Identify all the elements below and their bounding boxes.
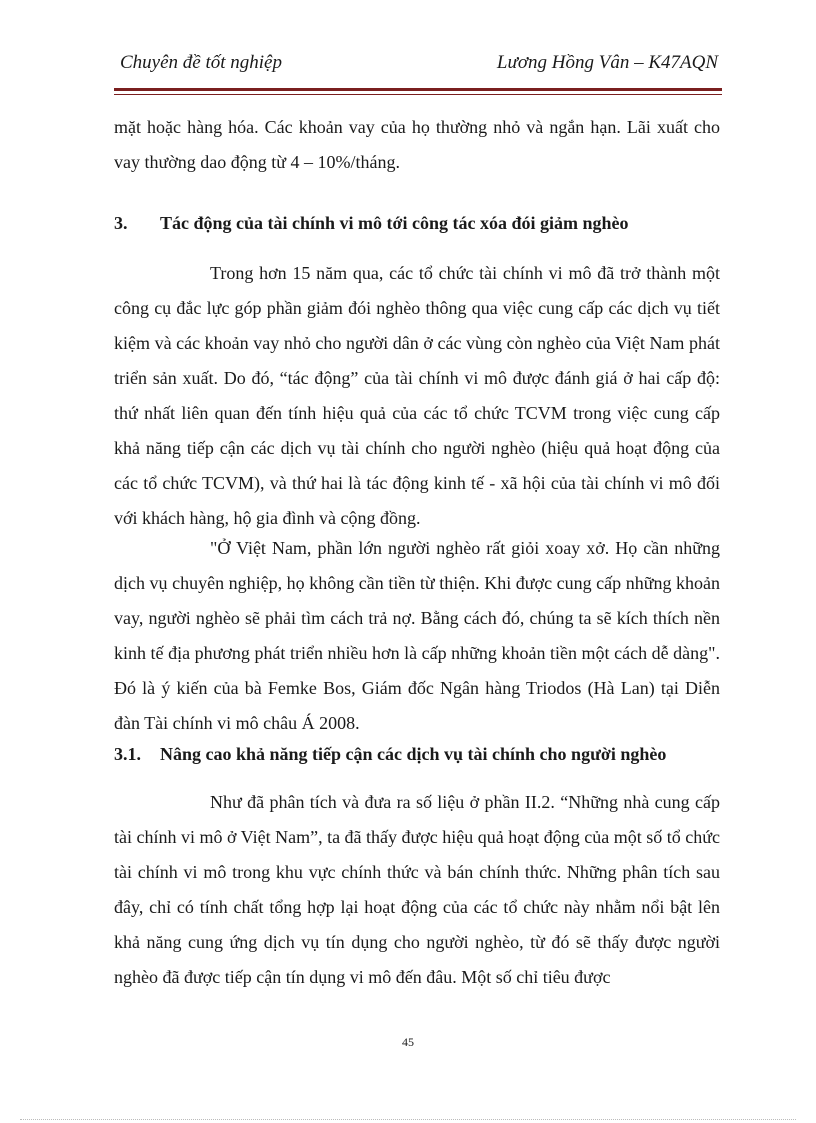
page-header bbox=[114, 50, 722, 80]
section-3-paragraph-2: "Ở Việt Nam, phần lớn người nghèo rất giỏi xoay xở. Họ cần những dịch vụ chuyên nghiệp, họ không cần tiền từ thiện. Khi được cung cấp những khoản vay, người nghèo sẽ phải tìm cách trả nợ. Bằng cách đó, chúng ta sẽ kích thích nền kinh tế địa phương phát triển nhiều hơn là cấp những khoản tiền một cách dễ dàng". Đó là ý kiến của bà Femke Bos, Giám đốc Ngân hàng Triodos (Hà Lan) tại Diễn đàn Tài chính vi mô châu Á 2008. bbox=[114, 538, 720, 733]
header-author: Lương Hồng Vân – K47AQN bbox=[496, 52, 718, 73]
page-bottom-border bbox=[20, 1119, 796, 1120]
header-rule-thick bbox=[114, 88, 722, 91]
section-3-1-title: Nâng cao khả năng tiếp cận các dịch vụ tài chính cho người nghèo bbox=[160, 744, 667, 764]
intro-paragraph: mặt hoặc hàng hóa. Các khoản vay của họ thường nhỏ và ngắn hạn. Lãi xuất cho vay thường dao động từ 4 – 10%/tháng. bbox=[114, 117, 720, 172]
section-3-1-paragraph-1: Như đã phân tích và đưa ra số liệu ở phần II.2. “Những nhà cung cấp tài chính vi mô ở Việt Nam”, ta đã thấy được hiệu quả hoạt động của một số tổ chức tài chính vi mô trong khu vực chính thức và bán chính thức. Những phân tích sau đây, chỉ có tính chất tổng hợp lại hoạt động của các tổ chức này nhằm nổi bật lên khả năng cung ứng dịch vụ tín dụng cho người nghèo, từ đó sẽ thấy được người nghèo đã được tiếp cận tín dụng vi mô đến đâu. Một số chỉ tiêu được bbox=[114, 792, 720, 987]
page-number: 45 bbox=[402, 1035, 414, 1049]
section-3-title: Tác động của tài chính vi mô tới công tác xóa đói giảm nghèo bbox=[160, 213, 629, 233]
section-3-number: 3. bbox=[114, 213, 128, 233]
header-document-title: Chuyên đề tốt nghiệp bbox=[120, 52, 282, 73]
header-rule-thin bbox=[114, 94, 722, 95]
section-3-1-number: 3.1. bbox=[114, 744, 141, 764]
section-3-heading bbox=[114, 213, 629, 234]
section-3-paragraph-1: Trong hơn 15 năm qua, các tổ chức tài chính vi mô đã trở thành một công cụ đắc lực góp phần giảm đói nghèo thông qua việc cung cấp các dịch vụ tiết kiệm và các khoản vay nhỏ cho người dân ở các vùng còn nghèo của Việt Nam phát triển sản xuất. Do đó, “tác động” của tài chính vi mô được đánh giá ở hai cấp độ: thứ nhất liên quan đến tính hiệu quả của các tổ chức TCVM trong việc cung cấp khả năng tiếp cận các dịch vụ tài chính cho người nghèo (hiệu quả hoạt động của các tổ chức TCVM), và thứ hai là tác động kinh tế - xã hội của tài chính vi mô đối với khách hàng, hộ gia đình và cộng đồng. bbox=[114, 263, 720, 528]
section-3-1-heading bbox=[114, 744, 666, 765]
